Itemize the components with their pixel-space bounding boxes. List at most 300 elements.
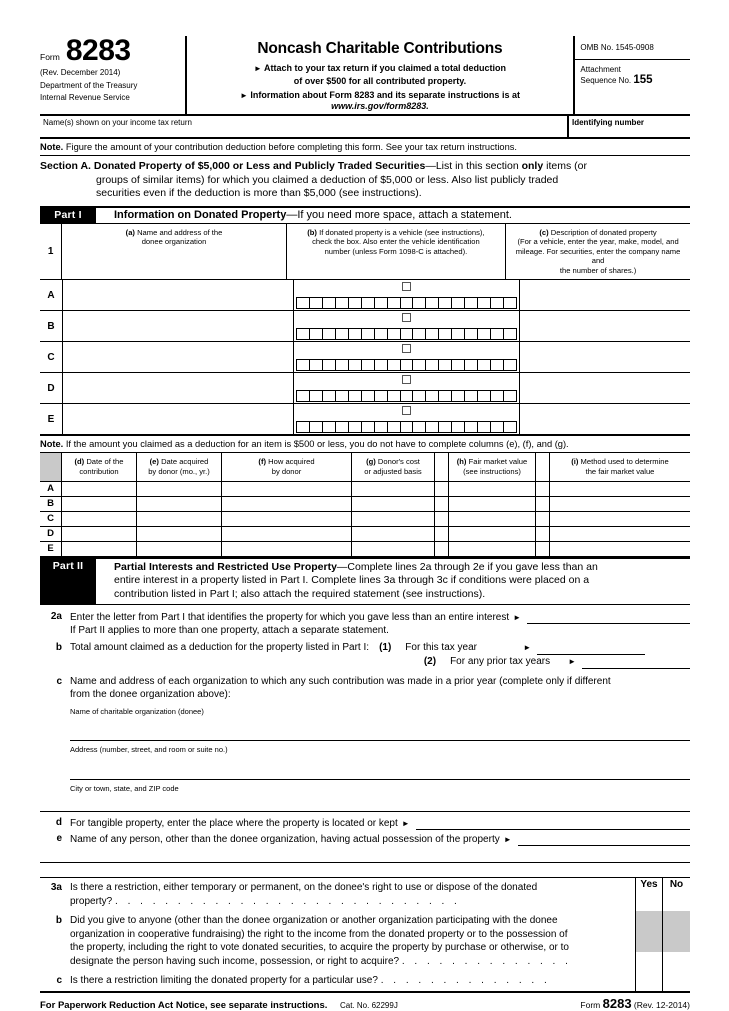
column-b-line-3: number (unless Form 1098-C is attached). [324,246,468,256]
line-2b-1-input[interactable] [537,641,645,655]
vin-box[interactable] [297,391,310,401]
column-i-line-2: the fair market value [585,467,655,477]
vin-box[interactable] [452,329,465,339]
line-2d-text: For tangible property, enter the place where the property is located or kept [70,817,398,829]
section-a-dash: —List in this section [425,160,522,172]
column-i-key: (i) [571,457,579,467]
fair-market-value-cents-cell[interactable] [536,527,550,541]
date-contribution-cell[interactable] [62,527,137,541]
sequence-no-label: Sequence No. [580,76,632,85]
part-2-line-2: entire interest in a property listed in Part I. Complete lines 3a through 3c if conditions were placed on a [114,574,590,587]
part-2-body [40,605,690,863]
property-description-cell[interactable] [520,404,690,434]
info-url[interactable]: www.irs.gov/form8283. [331,101,429,111]
attach-line-2: of over $500 for all contributed property. [293,76,467,86]
arrow-icon-2a: ► [513,612,522,622]
vin-box[interactable] [452,360,465,370]
column-f-line-1: How acquired [268,457,315,467]
vehicle-cell [294,373,520,403]
part-1-table-2-rows [40,482,690,558]
vehicle-checkbox[interactable] [402,406,411,415]
vin-box[interactable] [323,391,336,401]
line-2a-content [70,610,690,638]
date-acquired-cell[interactable] [137,497,222,511]
vin-box[interactable] [504,391,516,401]
table-row [40,527,690,542]
question-3a-text [40,878,635,911]
fair-market-value-cents-cell[interactable] [536,497,550,511]
form-number: 8283 [65,34,131,67]
vehicle-checkbox[interactable] [402,282,411,291]
attach-instruction [191,62,570,87]
vin-box[interactable] [349,329,362,339]
vin-box[interactable] [465,422,478,432]
info-instruction [191,90,570,112]
donee-city-label: City or town, state, and ZIP code [70,783,179,793]
method-cell[interactable] [550,512,690,526]
part-1-table-2-header [40,453,690,481]
vin-box[interactable] [465,360,478,370]
donor-cost-cents-cell[interactable] [435,482,449,496]
question-3b-line-1: Did you give to anyone (other than the donee organization or another organization participating with the donee [70,915,558,927]
vin-box[interactable] [465,329,478,339]
column-c-key: (c) [539,227,549,237]
vin-box[interactable] [310,422,323,432]
vin-box[interactable] [491,391,504,401]
vin-box[interactable] [426,422,439,432]
part-1-row-number: 1 [40,224,62,280]
vin-box[interactable] [388,391,401,401]
question-3b-tag: b [55,915,62,927]
table-row [40,512,690,527]
fair-market-value-cell[interactable] [449,542,536,556]
vin-box[interactable] [388,360,401,370]
yes-cell-3b[interactable] [636,911,663,971]
line-2e [40,832,690,846]
catalog-number: Cat. No. 62299J [340,1000,398,1010]
form-footer [40,991,690,1011]
donor-cost-cell[interactable] [352,542,435,556]
vin-box[interactable] [336,391,349,401]
vin-box[interactable] [323,329,336,339]
line-2b-2-input[interactable] [582,655,690,669]
line-2a-input[interactable] [527,610,690,624]
column-d-key: (d) [74,457,85,467]
vin-box[interactable] [323,298,336,308]
vin-box[interactable] [297,298,310,308]
footer-revision: (Rev. 12-2014) [633,999,690,1010]
column-h-header [449,453,536,480]
header-title-block [187,36,576,114]
line-2b-2-text: For any prior tax years [450,656,551,668]
donee-name-address-cell[interactable] [63,342,294,372]
row-letter: A [40,280,63,310]
fair-market-value-cents-cell[interactable] [536,482,550,496]
property-description-cell[interactable] [520,342,690,372]
vin-box[interactable] [362,360,375,370]
donor-cost-cents-cell[interactable] [435,497,449,511]
vin-box[interactable] [388,422,401,432]
vin-box[interactable] [452,422,465,432]
column-h-key: (h) [456,457,467,467]
vin-box[interactable] [439,298,452,308]
no-cell-3b[interactable] [663,911,690,971]
vin-box[interactable] [426,360,439,370]
vin-box[interactable] [297,360,310,370]
vehicle-cell [294,342,520,372]
name-identity-row [40,116,690,139]
column-f-line-2: by donor [271,467,302,477]
column-a-header [62,224,286,280]
vin-box[interactable] [452,298,465,308]
vin-box[interactable] [362,329,375,339]
vin-box[interactable] [310,329,323,339]
column-c-header [506,224,690,280]
date-contribution-cell[interactable] [62,482,137,496]
vin-box[interactable] [465,298,478,308]
column-b-key: (b) [307,227,317,237]
vin-grid [296,359,517,371]
section-a-only: only [521,160,544,172]
how-acquired-cell[interactable] [222,512,352,526]
part-2-tag: Part II [40,559,96,605]
part-1-table-rows [40,280,690,436]
vin-box[interactable] [297,422,310,432]
line-2c [40,675,690,812]
donee-name-address-cell[interactable] [63,280,294,310]
method-cell[interactable] [550,482,690,496]
yes-header: Yes [636,878,663,911]
vin-box[interactable] [323,360,336,370]
question-3c [40,971,690,991]
table-row [40,404,690,436]
line-2d-tag: d [55,817,62,829]
property-description-cell[interactable] [520,280,690,310]
attachment-label: Attachment [580,65,621,74]
no-shade-3b [663,911,690,952]
vin-box[interactable] [362,422,375,432]
vin-box[interactable] [426,329,439,339]
vin-box[interactable] [401,422,414,432]
vin-box[interactable] [349,422,362,432]
how-acquired-cell[interactable] [222,527,352,541]
vin-box[interactable] [491,422,504,432]
property-description-cell[interactable] [520,373,690,403]
donor-cost-cents-cell[interactable] [435,527,449,541]
method-cell[interactable] [550,497,690,511]
vin-box[interactable] [504,422,516,432]
donor-cost-cents-cell[interactable] [435,512,449,526]
vin-box[interactable] [478,360,491,370]
question-3a-line-2-text: property? [70,895,113,907]
vin-box[interactable] [349,391,362,401]
question-3b-line-2: organization in cooperative fundraising) the right to the income from the donated property or to the possession of [70,928,568,940]
paperwork-notice: For Paperwork Reduction Act Notice, see separate instructions. [40,999,328,1011]
table-row [40,373,690,404]
donee-name-address-cell[interactable] [63,404,294,434]
column-d-line-1: Date of the [86,457,124,467]
row-letter: C [40,342,63,372]
vin-box[interactable] [336,422,349,432]
donor-cost-cents-cell[interactable] [435,542,449,556]
date-contribution-cell[interactable] [62,542,137,556]
donee-name-address-cell[interactable] [63,311,294,341]
vin-box[interactable] [375,422,388,432]
section-a-heading: Section A. Donated Property of $5,000 or Less and Publicly Traded Securities [40,160,426,172]
sequence-no-value: 155 [633,74,653,86]
vin-box[interactable] [297,329,310,339]
question-3b-text [40,911,635,971]
line-2e-input[interactable] [518,832,690,846]
note-2-label: Note. [40,439,64,450]
date-contribution-cell[interactable] [62,497,137,511]
vin-box[interactable] [401,360,414,370]
column-g-header [352,453,435,480]
note-2-text: If the amount you claimed as a deduction for an item is $500 or less, you do not have to complete columns (e), (f), and (g). [63,439,569,450]
part-2-line-3: contribution listed in Part I; also attach the required statement (see instructions). [114,587,486,600]
fair-market-value-cell[interactable] [449,497,536,511]
section-a-line-3: securities even if the deduction is more than $5,000 (see instructions). [96,187,422,199]
attachment-sequence-line [580,75,685,86]
method-cell[interactable] [550,527,690,541]
vin-box[interactable] [504,360,516,370]
question-3a [40,877,690,911]
leader-dots-3b: . . . . . . . . . . . . . . [401,955,572,967]
line-2e-text: Name of any person, other than the donee organization, having actual possession of the property [70,833,500,845]
yes-no-header [635,878,690,911]
part-1-bar [40,207,690,224]
question-3b-line-4-text: designate the person having such income, possession, or right to acquire? [70,955,400,967]
yes-no-cells-3b [635,911,690,971]
part-2-title-block [96,559,690,605]
column-a-line-1: Name and address of the [137,227,223,237]
donor-cost-cell[interactable] [352,482,435,496]
vehicle-checkbox[interactable] [402,313,411,322]
vin-box[interactable] [336,329,349,339]
form-page [40,36,690,1011]
section-a [40,156,690,207]
row-letter: D [40,527,62,541]
column-f-header [222,453,352,480]
column-b-header [287,224,506,280]
arrow-icon-2: ► [239,91,248,100]
column-i-line-1: Method used to determine [580,457,669,467]
table-row [40,311,690,342]
vin-box[interactable] [426,391,439,401]
no-cell-3c[interactable] [663,971,690,991]
no-header: No [669,879,684,891]
vin-box[interactable] [375,298,388,308]
arrow-icon-2b1: ► [523,643,532,653]
donee-address-label: Address (number, street, and room or suite no.) [70,745,228,755]
vin-box[interactable] [401,391,414,401]
note-2 [40,436,690,453]
donee-name-label: Name of charitable organization (donee) [70,706,204,716]
how-acquired-cell[interactable] [222,497,352,511]
vin-box[interactable] [504,329,516,339]
vin-box[interactable] [413,298,426,308]
vin-box[interactable] [439,422,452,432]
question-3a-line-1: Is there a restriction, either temporary or permanent, on the donee's right to use or dispose of the donated [70,882,538,894]
form-revision: (Rev. December 2014) [40,68,121,77]
row-letter: B [40,311,63,341]
vin-box[interactable] [310,391,323,401]
vin-grid [296,297,517,309]
identifying-number-field[interactable] [569,116,690,137]
part-1-tag: Part I [40,208,96,223]
table-row [40,482,690,497]
info-line: Information about Form 8283 and its separate instructions is at [250,90,520,100]
part-1-title [96,208,512,223]
vin-box[interactable] [375,391,388,401]
method-cell[interactable] [550,542,690,556]
donor-cost-cell[interactable] [352,527,435,541]
dept-line-2: Internal Revenue Service [40,93,130,102]
question-3b-line-4 [70,955,629,969]
vin-box[interactable] [452,391,465,401]
vin-box[interactable] [465,391,478,401]
vin-box[interactable] [478,298,491,308]
arrow-icon: ► [253,64,262,73]
how-acquired-cell[interactable] [222,542,352,556]
vin-box[interactable] [413,329,426,339]
date-acquired-cell[interactable] [137,527,222,541]
attach-line-1: Attach to your tax return if you claimed a total deduction [263,63,507,73]
date-acquired-cell[interactable] [137,512,222,526]
column-c-line-2: (For a vehicle, enter the year, make, model, and [517,237,679,247]
date-acquired-cell[interactable] [137,482,222,496]
donee-address-input[interactable] [70,757,690,780]
vin-box[interactable] [413,360,426,370]
column-d-line-2: contribution [79,467,119,477]
column-h-cents-header [536,453,550,480]
vin-box[interactable] [349,298,362,308]
donee-name-address-cell[interactable] [63,373,294,403]
vehicle-cell [294,280,520,310]
vin-box[interactable] [336,298,349,308]
part-1-title-rest: —If you need more space, attach a statement. [286,208,512,221]
vehicle-cell [294,404,520,434]
line-2d-input[interactable] [416,816,690,830]
part-2-bar [40,558,690,606]
date-acquired-cell[interactable] [137,542,222,556]
vin-box[interactable] [310,298,323,308]
date-contribution-cell[interactable] [62,512,137,526]
header-omb-block [575,36,690,114]
footer-form-label: Form [580,999,601,1010]
row-letter: D [40,373,63,403]
column-d-header [62,453,137,480]
donor-cost-cell[interactable] [352,512,435,526]
donee-name-input[interactable] [70,718,690,741]
note-1-text: Figure the amount of your contribution deduction before completing this form. See your tax return instructions. [63,142,517,152]
vin-box[interactable] [323,422,336,432]
column-c-line-4: the number of shares.) [559,265,637,275]
fair-market-value-cell[interactable] [449,527,536,541]
part-1-title-main: Information on Donated Property [114,208,287,221]
donor-cost-cell[interactable] [352,497,435,511]
vin-box[interactable] [375,360,388,370]
footer-form-id [490,996,690,1011]
yes-cell-3c[interactable] [636,971,663,991]
vin-box[interactable] [478,329,491,339]
column-c-line-1: Description of donated property [550,227,657,237]
header-form-identity [40,36,187,114]
vehicle-cell [294,311,520,341]
vin-box[interactable] [504,298,516,308]
line-2b-1-text: For this tax year [405,642,477,654]
section-a-line-2: groups of similar items) for which you claimed a deduction of $5,000 or less. Also list publicly traded [96,173,559,186]
vin-box[interactable] [362,298,375,308]
attachment-sequence [575,60,690,114]
vin-box[interactable] [478,391,491,401]
vin-box[interactable] [491,360,504,370]
line-2c-tag: c [56,675,62,687]
yes-no-cells-3c [635,971,690,991]
line-2e-continuation[interactable] [40,846,690,863]
fair-market-value-cents-cell[interactable] [536,512,550,526]
question-3b [40,911,690,971]
line-2d [40,811,690,830]
fair-market-value-cell[interactable] [449,482,536,496]
column-e-header [137,453,222,480]
vin-box[interactable] [388,329,401,339]
fair-market-value-cents-cell[interactable] [536,542,550,556]
part-2-title: Partial Interests and Restricted Use Property [114,560,337,573]
line-2a-text: Enter the letter from Part I that identifies the property for which you gave less than an entire interest [70,611,510,623]
vin-box[interactable] [439,391,452,401]
vin-box[interactable] [401,298,414,308]
vehicle-checkbox[interactable] [402,344,411,353]
form-number-block [40,36,185,66]
line-2b-content [70,641,690,669]
part-2-title-rest: —Complete lines 2a through 2e if you gave less than an [336,560,598,573]
property-description-cell[interactable] [520,311,690,341]
footer-form-number: 8283 [602,995,632,1011]
arrow-icon-2b2: ► [568,657,576,667]
vin-box[interactable] [413,422,426,432]
column-g-cents-header [435,453,449,480]
vin-box[interactable] [439,360,452,370]
vin-box[interactable] [491,329,504,339]
line-2d-content [70,816,690,830]
column-i-header [550,453,690,480]
vin-box[interactable] [336,360,349,370]
line-2b-tag: b [55,641,62,653]
vin-box[interactable] [388,298,401,308]
vin-box[interactable] [362,391,375,401]
names-shown-field[interactable] [40,116,569,137]
vin-box[interactable] [413,391,426,401]
column-e-line-1: Date acquired [161,457,209,467]
vin-box[interactable] [401,329,414,339]
column-b-line-2: check the box. Also enter the vehicle identification [312,237,480,247]
vin-box[interactable] [375,329,388,339]
vin-box[interactable] [439,329,452,339]
vin-box[interactable] [478,422,491,432]
vin-box[interactable] [310,360,323,370]
fair-market-value-cell[interactable] [449,512,536,526]
column-c-line-3: mileage. For securities, enter the company name and [515,246,681,266]
vin-box[interactable] [349,360,362,370]
how-acquired-cell[interactable] [222,482,352,496]
row-letter: E [40,404,63,434]
vehicle-checkbox[interactable] [402,375,411,384]
row-letter: A [40,482,62,496]
vin-box[interactable] [491,298,504,308]
vin-box[interactable] [426,298,439,308]
section-a-tail: items (or [543,160,587,172]
